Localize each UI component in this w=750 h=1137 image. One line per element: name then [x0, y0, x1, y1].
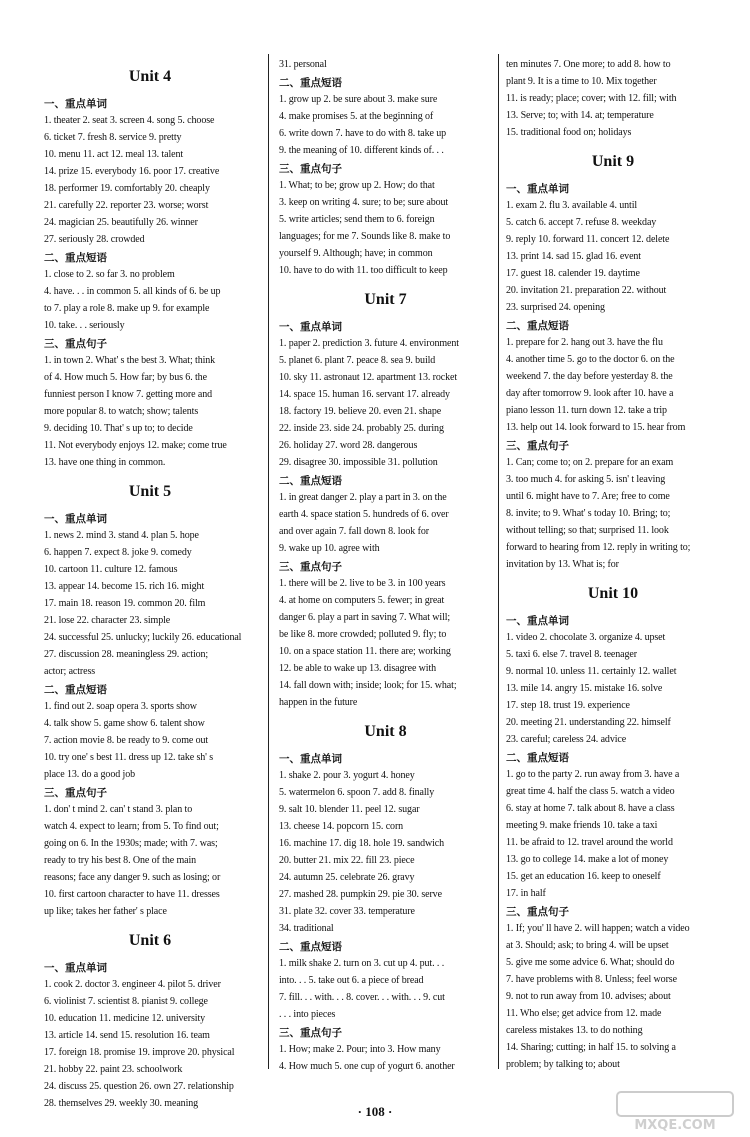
section-heading: 二、重点短语	[44, 252, 107, 264]
section-heading: 二、重点短语	[506, 752, 569, 764]
answer-line: 4. have. . . in common 5. all kinds of 6. be up	[44, 286, 221, 297]
answer-line: 10. sky 11. astronaut 12. apartment 13. rocket	[279, 372, 458, 383]
answer-line: 23. surprised 24. opening	[506, 302, 605, 313]
answer-line: 10. on a space station 11. there are; working	[279, 646, 451, 657]
answer-line: 9. reply 10. forward 11. concert 12. delete	[506, 234, 670, 245]
answer-line: 4. at home on computers 5. fewer; in great	[279, 595, 445, 606]
answer-line: 28. themselves 29. weekly 30. meaning	[44, 1098, 199, 1109]
page-number: · 108 ·	[357, 1104, 393, 1119]
answer-line: 1. there will be 2. live to be 3. in 100 years	[279, 578, 446, 589]
unit-heading-unit-9: Unit 9	[591, 153, 635, 170]
answer-line: more popular 8. to watch; show; talents	[44, 406, 199, 417]
answer-line: 34. traditional	[279, 923, 334, 934]
answer-line: 9. salt 10. blender 11. peel 12. sugar	[279, 804, 420, 815]
unit-heading-unit-4: Unit 4	[128, 68, 172, 85]
section-heading: 一、重点单词	[44, 98, 107, 110]
answer-line: 4. make promises 5. at the beginning of	[279, 111, 434, 122]
answer-line: 6. write down 7. have to do with 8. take up	[279, 128, 447, 139]
answer-line: funniest person I know 7. getting more and	[44, 389, 212, 400]
answer-line: ready to try his best 8. One of the main	[44, 855, 197, 866]
answer-line: careless mistakes 13. to do nothing	[506, 1025, 643, 1036]
answer-line: meeting 9. make friends 10. take a taxi	[506, 820, 658, 831]
section-heading: 三、重点句子	[279, 1027, 342, 1039]
answer-line: 1. go to the party 2. run away from 3. have a	[506, 769, 680, 780]
answer-line: 9. not to run away from 10. advises; about	[506, 991, 671, 1002]
answer-line: 13. Serve; to; with 14. at; temperature	[506, 110, 654, 121]
answer-line: 10. have to do with 11. too difficult to keep	[279, 265, 448, 276]
answer-line: 13. print 14. sad 15. glad 16. event	[506, 251, 641, 262]
answer-line: 5. taxi 6. else 7. travel 8. teenager	[506, 649, 637, 660]
section-heading: 二、重点短语	[44, 684, 107, 696]
answer-line: watch 4. expect to learn; from 5. To find out;	[44, 821, 219, 832]
answer-line: 27. discussion 28. meaningless 29. action;	[44, 649, 209, 660]
answer-line: 1. How; make 2. Pour; into 3. How many	[279, 1044, 441, 1055]
answer-line: 8. invite; to 9. What' s today 10. Bring; to;	[506, 508, 671, 519]
answer-line: 13. go to college 14. make a lot of money	[506, 854, 669, 865]
answer-line: 14. space 15. human 16. servant 17. already	[279, 389, 450, 400]
answer-line: 10. take. . . seriously	[44, 320, 125, 331]
section-heading: 一、重点单词	[279, 753, 342, 765]
answer-line: 11. Who else; get advice from 12. made	[506, 1008, 662, 1019]
answer-line: 31. personal	[279, 59, 327, 70]
answer-line: 17. foreign 18. promise 19. improve 20. physical	[44, 1047, 235, 1058]
answer-line: 6. violinist 7. scientist 8. pianist 9. college	[44, 996, 208, 1007]
section-heading: 一、重点单词	[44, 513, 107, 525]
answer-line: 10. menu 11. act 12. meal 13. talent	[44, 149, 184, 160]
answer-line: happen in the future	[279, 697, 358, 708]
answer-line: 1. find out 2. soap opera 3. sports show	[44, 701, 197, 712]
answer-line: 15. traditional food on; holidays	[506, 127, 632, 138]
answer-line: 20. butter 21. mix 22. fill 23. piece	[279, 855, 415, 866]
svg-text:MXQE.COM: MXQE.COM	[634, 1118, 716, 1132]
answer-line: going on 6. In the 1930s; made; with 7. was;	[44, 838, 218, 849]
answer-line: 6. happen 7. expect 8. joke 9. comedy	[44, 547, 192, 558]
answer-line: 1. If; you' ll have 2. will happen; watch a video	[506, 923, 690, 934]
column-divider	[268, 54, 269, 1069]
answer-line: 13. cheese 14. popcorn 15. corn	[279, 821, 404, 832]
answer-line: 1. cook 2. doctor 3. engineer 4. pilot 5. driver	[44, 979, 221, 990]
section-heading: 二、重点短语	[279, 941, 342, 953]
answer-line: 14. Sharing; cutting; in half 15. to solving a	[506, 1042, 676, 1053]
answer-line: great time 4. half the class 5. watch a video	[506, 786, 675, 797]
answer-line: actor; actress	[44, 666, 96, 677]
answer-line: 11. be afraid to 12. travel around the world	[506, 837, 673, 848]
answer-line: . . . into pieces	[279, 1009, 336, 1020]
answer-line: problem; by talking to; about	[506, 1059, 620, 1070]
section-heading: 一、重点单词	[279, 321, 342, 333]
watermark-logo	[615, 1090, 735, 1132]
answer-line: 1. shake 2. pour 3. yogurt 4. honey	[279, 770, 415, 781]
answer-line: 10. education 11. medicine 12. university	[44, 1013, 206, 1024]
answer-line: 27. mashed 28. pumpkin 29. pie 30. serve	[279, 889, 442, 900]
answer-line: 4. talk show 5. game show 6. talent show	[44, 718, 205, 729]
answer-line: ten minutes 7. One more; to add 8. how to	[506, 59, 671, 70]
answer-line: 1. exam 2. flu 3. available 4. until	[506, 200, 638, 211]
section-heading: 三、重点句子	[279, 163, 342, 175]
answer-line: 1. news 2. mind 3. stand 4. plan 5. hope	[44, 530, 199, 541]
answer-line: up like; takes her father' s place	[44, 906, 167, 917]
answer-line: 21. hobby 22. paint 23. schoolwork	[44, 1064, 183, 1075]
section-heading: 三、重点句子	[506, 906, 569, 918]
unit-heading-unit-10: Unit 10	[587, 585, 639, 602]
answer-line: 1. don' t mind 2. can' t stand 3. plan to	[44, 804, 193, 815]
answer-line: 7. have problems with 8. Unless; feel worse	[506, 974, 677, 985]
answer-line: 26. holiday 27. word 28. dangerous	[279, 440, 418, 451]
answer-line: and over again 7. fall down 8. look for	[279, 526, 429, 537]
answer-line: 12. be able to wake up 13. disagree with	[279, 663, 437, 674]
answer-line: 1. prepare for 2. hang out 3. have the flu	[506, 337, 663, 348]
column-1	[44, 56, 256, 1112]
column-2	[279, 56, 492, 1075]
answer-line: invitation by 13. What is; for	[506, 559, 619, 570]
answer-line: 13. article 14. send 15. resolution 16. team	[44, 1030, 210, 1041]
section-heading: 一、重点单词	[506, 183, 569, 195]
unit-heading-unit-5: Unit 5	[128, 483, 172, 500]
answer-line: 1. in great danger 2. play a part in 3. on the	[279, 492, 447, 503]
answer-line: 1. close to 2. so far 3. no problem	[44, 269, 175, 280]
answer-line: 24. magician 25. beautifully 26. winner	[44, 217, 198, 228]
answer-line: 6. ticket 7. fresh 8. service 9. pretty	[44, 132, 182, 143]
answer-line: 17. in half	[506, 888, 546, 899]
answer-line: 5. write articles; send them to 6. foreign	[279, 214, 435, 225]
answer-line: 24. autumn 25. celebrate 26. gravy	[279, 872, 415, 883]
answer-line: 9. the meaning of 10. different kinds of. . .	[279, 145, 444, 156]
answer-line: 4. another time 5. go to the doctor 6. on the	[506, 354, 675, 365]
section-heading: 三、重点句子	[44, 338, 107, 350]
section-heading: 一、重点单词	[44, 962, 107, 974]
answer-line: reasons; face any danger 9. such as losing; or	[44, 872, 221, 883]
unit-heading-unit-8: Unit 8	[364, 723, 407, 740]
answer-line: 5. watermelon 6. spoon 7. add 8. finally	[279, 787, 435, 798]
answer-line: 11. Not everybody enjoys 12. make; come true	[44, 440, 227, 451]
answer-line: yourself 9. Although; have; in common	[279, 248, 433, 259]
section-heading: 二、重点短语	[279, 475, 342, 487]
answer-line: 22. inside 23. side 24. probably 25. during	[279, 423, 444, 434]
answer-line: 1. paper 2. prediction 3. future 4. environment	[279, 338, 459, 349]
answer-line: 1. What; to be; grow up 2. How; do that	[279, 180, 435, 191]
answer-line: languages; for me 7. Sounds like 8. make to	[279, 231, 451, 242]
answer-line: 3. too much 4. for asking 5. isn' t leaving	[506, 474, 666, 485]
answer-line: piano lesson 11. turn down 12. take a trip	[506, 405, 667, 416]
answer-line: 10. try one' s best 11. dress up 12. take sh' s	[44, 752, 214, 763]
answer-line: day after tomorrow 9. look after 10. have a	[506, 388, 674, 399]
answer-line: 5. catch 6. accept 7. refuse 8. weekday	[506, 217, 657, 228]
answer-line: place 13. do a good job	[44, 769, 136, 780]
answer-line: 29. disagree 30. impossible 31. pollution	[279, 457, 438, 468]
answer-line: 9. normal 10. unless 11. certainly 12. wallet	[506, 666, 677, 677]
answer-line: 1. theater 2. seat 3. screen 4. song 5. choose	[44, 115, 215, 126]
answer-line: 13. mile 14. angry 15. mistake 16. solve	[506, 683, 663, 694]
answer-line: until 6. might have to 7. Are; free to come	[506, 491, 670, 502]
answer-line: 14. prize 15. everybody 16. poor 17. creative	[44, 166, 220, 177]
answer-line: 18. performer 19. comfortably 20. cheaply	[44, 183, 210, 194]
section-heading: 一、重点单词	[506, 615, 569, 627]
answer-line: 31. plate 32. cover 33. temperature	[279, 906, 415, 917]
answer-line: 17. main 18. reason 19. common 20. film	[44, 598, 206, 609]
answer-line: 15. get an education 16. keep to oneself	[506, 871, 661, 882]
answer-line: 24. successful 25. unlucky; luckily 26. educational	[44, 632, 242, 643]
column-3	[506, 56, 720, 1073]
answer-line: without telling; so that; surprised 11. look	[506, 525, 669, 536]
unit-heading-unit-7: Unit 7	[364, 291, 407, 308]
section-heading: 三、重点句子	[44, 787, 107, 799]
answer-line: into. . . 5. take out 6. a piece of bread	[279, 975, 424, 986]
answer-line: to 7. play a role 8. make up 9. for example	[44, 303, 210, 314]
answer-line: 6. stay at home 7. talk about 8. have a class	[506, 803, 675, 814]
answer-line: danger 6. play a part in saving 7. What will;	[279, 612, 451, 623]
answer-line: 17. step 18. trust 19. experience	[506, 700, 630, 711]
section-heading: 三、重点句子	[506, 440, 569, 452]
answer-line: 10. first cartoon character to have 11. dresses	[44, 889, 220, 900]
answer-line: 3. keep on writing 4. sure; to be; sure about	[279, 197, 449, 208]
column-divider	[498, 54, 499, 1069]
answer-line: 1. Can; come to; on 2. prepare for an exam	[506, 457, 674, 468]
answer-line: 1. milk shake 2. turn on 3. cut up 4. put. . .	[279, 958, 445, 969]
answer-line: 11. is ready; place; cover; with 12. fill; with	[506, 93, 677, 104]
answer-line: 20. invitation 21. preparation 22. without	[506, 285, 667, 296]
answer-line: 24. discuss 25. question 26. own 27. relationship	[44, 1081, 234, 1092]
answer-line: 13. help out 14. look forward to 15. hear from	[506, 422, 686, 433]
answer-line: 5. planet 6. plant 7. peace 8. sea 9. build	[279, 355, 436, 366]
answer-line: 21. carefully 22. reporter 23. worse; worst	[44, 200, 209, 211]
answer-line: 7. fill. . . with. . . 8. cover. . . with. . . 9. cut	[279, 992, 445, 1003]
answer-line: 18. factory 19. believe 20. even 21. shape	[279, 406, 442, 417]
section-heading: 三、重点句子	[279, 561, 342, 573]
answer-line: 27. seriously 28. crowded	[44, 234, 145, 245]
answer-line: 13. have one thing in common.	[44, 457, 166, 468]
answer-line: forward to hearing from 12. reply in writing to;	[506, 542, 691, 553]
answer-line: 9. wake up 10. agree with	[279, 543, 380, 554]
answer-line: of 4. How much 5. How far; by bus 6. the	[44, 372, 207, 383]
answer-line: 17. guest 18. calender 19. daytime	[506, 268, 640, 279]
section-heading: 二、重点短语	[279, 77, 342, 89]
answer-line: earth 4. space station 5. hundreds of 6. over	[279, 509, 449, 520]
answer-line: at 3. Should; ask; to bring 4. will be upset	[506, 940, 669, 951]
answer-line: 20. meeting 21. understanding 22. himself	[506, 717, 671, 728]
section-heading: 二、重点短语	[506, 320, 569, 332]
answer-line: weekend 7. the day before yesterday 8. the	[506, 371, 673, 382]
answer-line: 1. video 2. chocolate 3. organize 4. upset	[506, 632, 666, 643]
answer-line: be like 8. more crowded; polluted 9. fly; to	[279, 629, 447, 640]
unit-heading-unit-6: Unit 6	[128, 932, 172, 949]
answer-line: 1. grow up 2. be sure about 3. make sure	[279, 94, 438, 105]
answer-line: 14. fall down with; inside; look; for 15. what;	[279, 680, 457, 691]
answer-line: 13. appear 14. become 15. rich 16. might	[44, 581, 205, 592]
answer-line: 4. How much 5. one cup of yogurt 6. another	[279, 1061, 455, 1072]
answer-line: 1. in town 2. What' s the best 3. What; think	[44, 355, 216, 366]
answer-line: 16. machine 17. dig 18. hole 19. sandwich	[279, 838, 445, 849]
answer-line: 21. lose 22. character 23. simple	[44, 615, 171, 626]
answer-line: 9. deciding 10. That' s up to; to decide	[44, 423, 193, 434]
answer-line: 5. give me some advice 6. What; should do	[506, 957, 675, 968]
answer-line: 23. careful; careless 24. advice	[506, 734, 627, 745]
answer-line: 10. cartoon 11. culture 12. famous	[44, 564, 178, 575]
answer-line: 7. action movie 8. be ready to 9. come out	[44, 735, 209, 746]
answer-line: plant 9. It is a time to 10. Mix together	[506, 76, 657, 87]
